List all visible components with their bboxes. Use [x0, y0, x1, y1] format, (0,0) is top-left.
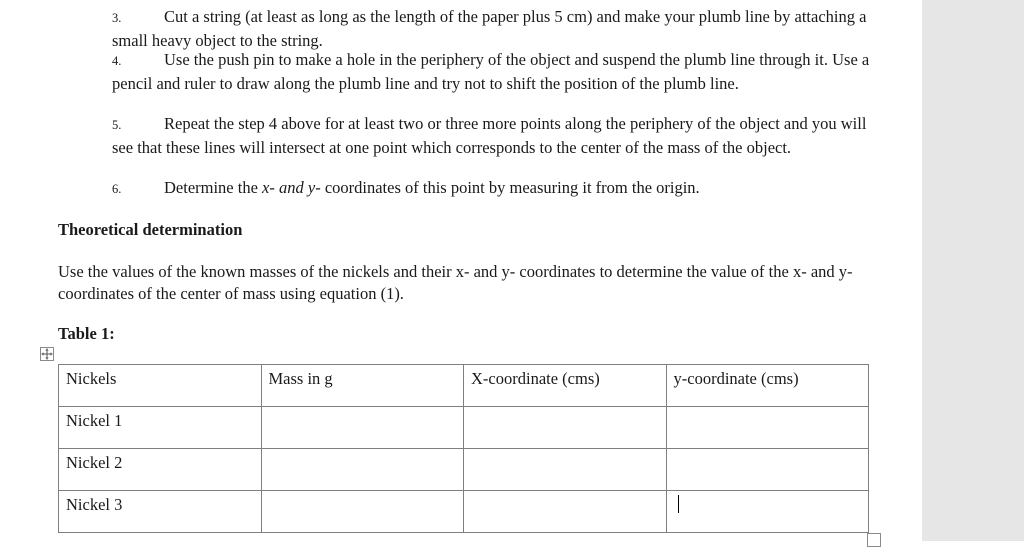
table-row	[59, 407, 869, 449]
text-cursor	[678, 495, 679, 513]
table-cell[interactable]	[464, 491, 667, 533]
step-3	[112, 6, 872, 51]
table-title: Table 1:	[58, 324, 115, 343]
table-cell[interactable]	[261, 491, 464, 533]
step-number: 3.	[112, 11, 122, 25]
table-cell[interactable]	[261, 449, 464, 491]
header-cell[interactable]: Nickels	[59, 365, 262, 407]
step-4	[112, 49, 872, 94]
table-cell[interactable]	[464, 407, 667, 449]
header-cell[interactable]: X-coordinate (cms)	[464, 365, 667, 407]
y-label: y-	[307, 178, 321, 197]
theory-paragraph: Use the values of the known masses of the nickels and their x- and y- coordinates to determine the value of the x- and y- coordinates of the center of mass using equation (1).	[58, 262, 853, 303]
window-gutter	[922, 0, 1024, 541]
table-cell[interactable]	[666, 407, 869, 449]
step-text: Repeat the step 4 above for at least two or three more points along the periphery of the object and you will see that these lines will intersect at one point which corresponds to the center of the mass of the object.	[112, 114, 867, 157]
header-cell[interactable]: Mass in g	[261, 365, 464, 407]
table-cell[interactable]	[261, 407, 464, 449]
table-header-row	[59, 365, 869, 407]
table-resize-handle[interactable]	[867, 533, 881, 547]
table-row	[59, 491, 869, 533]
header-cell[interactable]: y-coordinate (cms)	[666, 365, 869, 407]
step-text-before: Determine the	[164, 178, 263, 197]
step-6	[112, 177, 872, 201]
table-cell[interactable]: Nickel 1	[59, 407, 262, 449]
table-cell[interactable]: Nickel 2	[59, 449, 262, 491]
table-cell[interactable]	[464, 449, 667, 491]
step-number: 6.	[112, 182, 122, 196]
table-cell[interactable]: Nickel 3	[59, 491, 262, 533]
move-arrows-icon[interactable]	[40, 347, 54, 361]
table-row	[59, 449, 869, 491]
x-label: x- and	[262, 178, 304, 197]
step-number: 5.	[112, 118, 122, 132]
nickels-table	[58, 364, 869, 533]
table-cell-active[interactable]	[666, 491, 869, 533]
step-5	[112, 113, 872, 158]
step-text: Cut a string (at least as long as the length of the paper plus 5 cm) and make your plumb line by attaching a small heavy object to the string.	[112, 7, 867, 50]
section-heading: Theoretical determination	[58, 220, 243, 239]
step-number: 4.	[112, 54, 122, 68]
table-cell[interactable]	[666, 449, 869, 491]
step-text-after: coordinates of this point by measuring it from the origin.	[320, 178, 700, 197]
step-text: Use the push pin to make a hole in the periphery of the object and suspend the plumb line through it. Use a pencil and ruler to draw along the plumb line and try not to shift the position of the plumb line.	[112, 50, 870, 93]
